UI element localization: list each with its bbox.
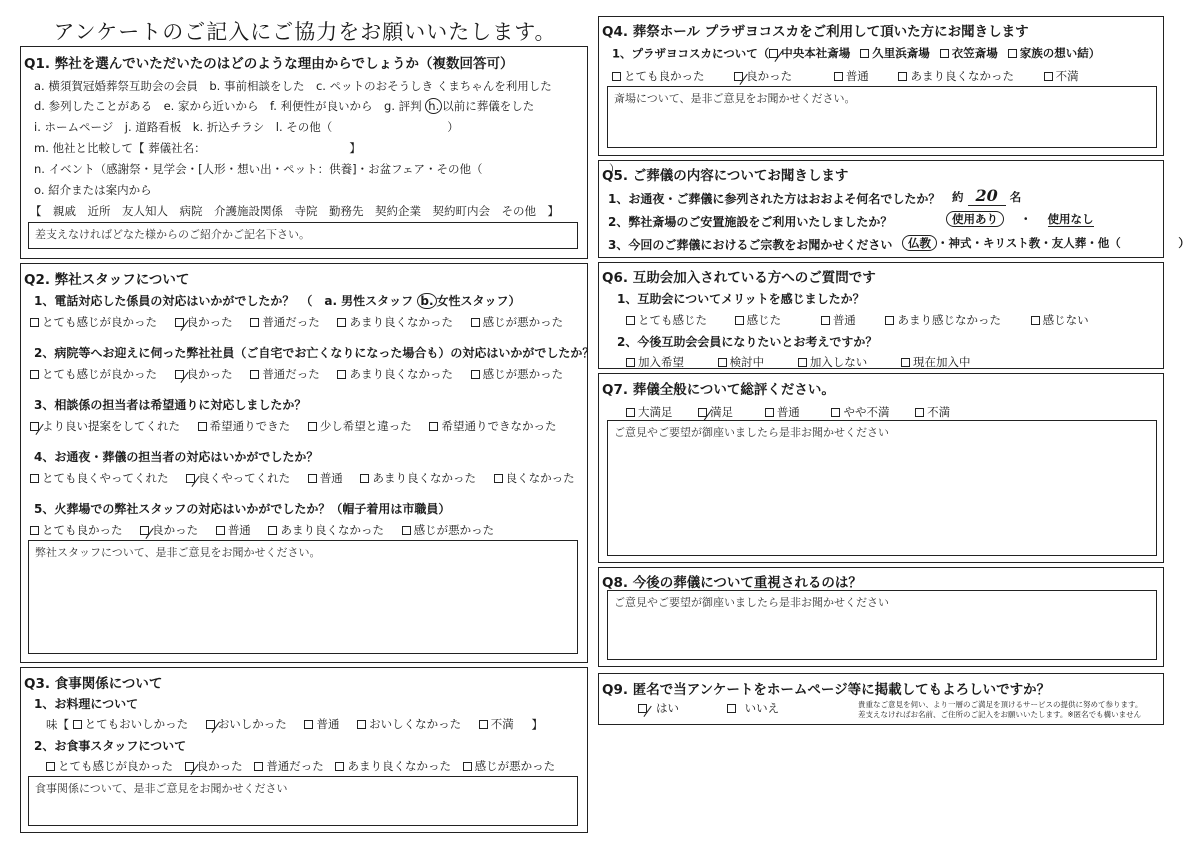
- option[interactable]: 感じが悪かった: [471, 366, 564, 382]
- checkbox[interactable]: [337, 318, 346, 327]
- checkbox[interactable]: [626, 316, 635, 325]
- checkbox-checked[interactable]: [769, 49, 778, 58]
- option[interactable]: 不満: [479, 716, 514, 732]
- option[interactable]: 普通だった: [250, 314, 320, 330]
- q7-comment-field[interactable]: ご意見やご要望が御座いましたら是非お聞かせください: [607, 420, 1157, 556]
- checkbox[interactable]: [335, 762, 344, 771]
- page-title: アンケートのご記入にご協力をお願いいたします。: [53, 20, 557, 44]
- q1-referral-field[interactable]: 差支えなければどなた様からのご紹介かご記名下さい。: [28, 222, 578, 249]
- q2-3-question: 3、相談係の担当者は希望通りに対応しましたか？: [34, 398, 307, 412]
- option[interactable]: 検討中: [718, 354, 765, 370]
- option[interactable]: 普通: [308, 470, 343, 486]
- q3-2-question: 2、お食事スタッフについて: [34, 739, 187, 753]
- q3-2-options: [46, 758, 555, 774]
- checkbox[interactable]: [268, 526, 277, 535]
- checkbox[interactable]: [798, 358, 807, 367]
- q2-5-question: 5、火葬場での弊社スタッフの対応はいかがでしたか？（帽子着用は市職員）: [34, 502, 451, 516]
- q7-options: [626, 404, 964, 420]
- checkbox-checked[interactable]: [175, 318, 184, 327]
- checkbox[interactable]: [337, 370, 346, 379]
- q1-option-line: a. 横須賀冠婚葬祭互助会の会員 b. 事前相談をした c. ペットのおそうしき くまちゃんを利用した: [34, 79, 552, 93]
- q4-options: [612, 68, 1093, 84]
- option[interactable]: あまり良くなかった: [337, 314, 453, 330]
- q2-2-options: [30, 366, 577, 382]
- q7-heading: Q7. 葬儀全般について総評ください。: [602, 382, 835, 398]
- q6-2-question: 2、今後互助会会員になりたいとお考えですか？: [617, 335, 878, 349]
- q2-1-options: [30, 314, 577, 330]
- checkbox[interactable]: [831, 408, 840, 417]
- option[interactable]: 希望通りできなかった: [429, 418, 556, 434]
- option[interactable]: 良かった: [175, 366, 233, 382]
- q5-3-answer: 仏教 ・神式・キリスト教・友人葬・他（ ）: [902, 235, 1190, 251]
- checkbox-checked[interactable]: [30, 422, 39, 431]
- hall-option[interactable]: 久里浜斎場: [860, 45, 930, 61]
- option[interactable]: 良くやってくれた: [186, 470, 290, 486]
- q5-heading: Q5. ご葬儀の内容についてお聞きします: [602, 168, 849, 184]
- option[interactable]: 良かった: [175, 314, 233, 330]
- option[interactable]: 感じが悪かった: [402, 522, 495, 538]
- checkbox[interactable]: [612, 72, 621, 81]
- checkbox[interactable]: [30, 474, 39, 483]
- option[interactable]: 大満足: [626, 404, 673, 420]
- checkbox[interactable]: [901, 358, 910, 367]
- checkbox[interactable]: [308, 474, 317, 483]
- q2-5-options: [30, 522, 508, 538]
- checkbox[interactable]: [30, 526, 39, 535]
- checkbox[interactable]: [494, 474, 503, 483]
- q5-1-answer: 約 20 名: [952, 186, 1022, 205]
- option[interactable]: 普通だった: [250, 366, 320, 382]
- checkbox[interactable]: [304, 720, 313, 729]
- checkbox[interactable]: [250, 370, 259, 379]
- option[interactable]: 感じた: [735, 312, 782, 328]
- option[interactable]: 普通: [834, 68, 869, 84]
- q5-2-answer: 使用あり ・ 使用なし: [946, 211, 1094, 227]
- option-yes[interactable]: はい: [638, 700, 679, 716]
- option[interactable]: より良い提案をしてくれた: [30, 418, 180, 434]
- option-use-no[interactable]: 使用なし: [1047, 212, 1094, 226]
- checkbox-checked[interactable]: [175, 370, 184, 379]
- q9-note-1: 貴重なご意見を伺い、より一層のご満足を頂けるサービスの提供に努めて参ります。: [858, 700, 1143, 709]
- checkbox[interactable]: [402, 526, 411, 535]
- option[interactable]: とても感じが良かった: [46, 758, 173, 774]
- option[interactable]: あまり良くなかった: [337, 366, 453, 382]
- q1-option-line: i. ホームページ j. 道路看板 k. 折込チラシ l. その他（ ）: [34, 120, 459, 134]
- option[interactable]: 少し希望と違った: [308, 418, 412, 434]
- checkbox[interactable]: [885, 316, 894, 325]
- option[interactable]: 普通: [304, 716, 339, 732]
- checkbox[interactable]: [718, 358, 727, 367]
- checkbox[interactable]: [471, 370, 480, 379]
- q1-option-line: n. イベント（感謝祭・見学会・[人形・想い出・ペット：供養]・お盆フェア・その他（ ）: [34, 162, 621, 176]
- q8-comment-field[interactable]: ご意見やご要望が御座いましたら是非お聞かせください: [607, 590, 1157, 660]
- option[interactable]: 感じが悪かった: [471, 314, 564, 330]
- checkbox[interactable]: [360, 474, 369, 483]
- checkbox[interactable]: [73, 720, 82, 729]
- q1-referral-list: 【 親戚 近所 友人知人 病院 介護施設関係 寺院 勤務先 契約企業 契約町内会 その他 】: [30, 204, 559, 218]
- checkbox-checked[interactable]: [698, 408, 707, 417]
- checkbox[interactable]: [471, 318, 480, 327]
- q1-selected-h[interactable]: h.: [425, 98, 442, 114]
- q4-comment-field[interactable]: 斎場について、是非ご意見をお聞かせください。: [607, 86, 1157, 148]
- taste-bracket: 】: [531, 717, 543, 732]
- option[interactable]: 希望通りできた: [198, 418, 291, 434]
- option[interactable]: とても良かった: [612, 68, 705, 84]
- option[interactable]: とても感じが良かった: [30, 366, 157, 382]
- option[interactable]: 加入しない: [798, 354, 868, 370]
- checkbox[interactable]: [308, 422, 317, 431]
- option[interactable]: あまり良くなかった: [335, 758, 451, 774]
- option[interactable]: おいしくなかった: [357, 716, 461, 732]
- q1-option-line: d. 参列したことがある e. 家から近いから f. 利便性が良いから g. 評判 h. 以前に葬儀をした: [34, 99, 535, 113]
- option[interactable]: おいしかった: [206, 716, 287, 732]
- q9-heading: Q9. 匿名で当アンケートをホームページ等に掲載してもよろしいですか？: [602, 682, 1051, 698]
- option[interactable]: 良かった: [734, 68, 792, 84]
- q6-heading: Q6. 互助会加入されている方へのご質問です: [602, 270, 876, 286]
- checkbox[interactable]: [821, 316, 830, 325]
- q4-1-question: 1、プラザヨコスカについて（ 中央本社斎場 久里浜斎場 衣笠斎場 家族の想い結 ）: [612, 46, 1101, 61]
- option[interactable]: 感じが悪かった: [463, 758, 556, 774]
- checkbox[interactable]: [626, 408, 635, 417]
- option[interactable]: 良くなかった: [494, 470, 575, 486]
- option[interactable]: あまり良くなかった: [898, 68, 1014, 84]
- q2-4-question: 4、お通夜・葬儀の担当者の対応はいかがでしたか？: [34, 450, 319, 464]
- q3-1-question: 1、お料理について: [34, 697, 139, 711]
- checkbox[interactable]: [198, 422, 207, 431]
- checkbox[interactable]: [765, 408, 774, 417]
- option[interactable]: 良かった: [140, 522, 198, 538]
- q5-1-question: 1、お通夜・ご葬儀に参列された方はおおよそ何名でしたか？: [608, 192, 941, 206]
- q2-3-options: [30, 418, 570, 434]
- q1-option-line: o. 紹介または案内から: [34, 183, 152, 197]
- checkbox[interactable]: [216, 526, 225, 535]
- option[interactable]: 普通: [821, 312, 856, 328]
- checkbox-checked[interactable]: [186, 474, 195, 483]
- checkbox[interactable]: [834, 72, 843, 81]
- attendee-count[interactable]: 20: [968, 186, 1006, 206]
- hall-option[interactable]: 衣笠斎場: [940, 45, 998, 61]
- religion-buddhism[interactable]: 仏教: [902, 235, 937, 251]
- option[interactable]: あまり良くなかった: [360, 470, 476, 486]
- option[interactable]: 現在加入中: [901, 354, 971, 370]
- checkbox[interactable]: [254, 762, 263, 771]
- q8-heading: Q8. 今後の葬儀について重視されるのは？: [602, 575, 862, 591]
- q2-2-question: 2、病院等へお迎えに伺った弊社社員（ご自宅でお亡くなりになった場合も）の対応はいかがでしたか？: [34, 346, 595, 360]
- option[interactable]: とても良かった: [30, 522, 123, 538]
- checkbox[interactable]: [463, 762, 472, 771]
- q6-1-question: 1、互助会についてメリットを感じましたか？: [617, 292, 865, 306]
- checkbox[interactable]: [1031, 316, 1040, 325]
- checkbox[interactable]: [626, 358, 635, 367]
- q2-4-options: [30, 470, 589, 486]
- q9-options: [638, 700, 793, 716]
- option[interactable]: 普通: [216, 522, 251, 538]
- q2-heading: Q2. 弊社スタッフについて: [24, 272, 190, 288]
- option[interactable]: やや不満: [831, 404, 889, 420]
- checkbox-checked[interactable]: [206, 720, 215, 729]
- option[interactable]: 感じない: [1031, 312, 1089, 328]
- q3-comment-field[interactable]: 食事関係について、是非ご意見をお聞かせください: [28, 776, 578, 826]
- option[interactable]: 良かった: [185, 758, 243, 774]
- option[interactable]: 満足: [698, 404, 733, 420]
- checkbox[interactable]: [479, 720, 488, 729]
- hall-option[interactable]: 家族の想い結: [1008, 45, 1089, 61]
- checkbox[interactable]: [429, 422, 438, 431]
- checkbox[interactable]: [30, 318, 39, 327]
- q2-comment-field[interactable]: 弊社スタッフについて、是非ご意見をお聞かせください。: [28, 540, 578, 654]
- option-use-yes[interactable]: 使用あり: [946, 211, 1004, 227]
- q5-3-question: 3、今回のご葬儀におけるご宗教をお聞かせください: [608, 238, 893, 252]
- option[interactable]: あまり感じなかった: [885, 312, 1001, 328]
- checkbox[interactable]: [1044, 72, 1053, 81]
- option[interactable]: 不満: [1044, 68, 1079, 84]
- q9-note-2: 差支えなければお名前、ご住所のご記入をお願いいたします。※匿名でも構いません: [858, 710, 1142, 719]
- checkbox[interactable]: [727, 704, 736, 713]
- option[interactable]: とても良くやってくれた: [30, 470, 169, 486]
- option[interactable]: とても感じた: [626, 312, 707, 328]
- option[interactable]: とてもおいしかった: [73, 716, 189, 732]
- checkbox[interactable]: [1008, 49, 1017, 58]
- q2-1-selected-b[interactable]: b.: [417, 293, 436, 309]
- option[interactable]: 加入希望: [626, 354, 684, 370]
- checkbox[interactable]: [860, 49, 869, 58]
- checkbox[interactable]: [735, 316, 744, 325]
- taste-label: 味【: [46, 717, 69, 732]
- q1-option-line: m. 他社と比較して【 葬儀社名： 】: [34, 141, 361, 155]
- q1-heading: Q1. 弊社を選んでいただいたのはどのような理由からでしょうか（複数回答可）: [24, 56, 514, 72]
- option[interactable]: 不満: [915, 404, 950, 420]
- q5-2-question: 2、弊社斎場のご安置施設をご利用いたしましたか？: [608, 215, 893, 229]
- checkbox[interactable]: [46, 762, 55, 771]
- option[interactable]: 普通だった: [254, 758, 324, 774]
- checkbox[interactable]: [898, 72, 907, 81]
- checkbox-checked[interactable]: [734, 72, 743, 81]
- option-no[interactable]: いいえ: [727, 700, 780, 716]
- checkbox[interactable]: [30, 370, 39, 379]
- checkbox[interactable]: [915, 408, 924, 417]
- option[interactable]: とても感じが良かった: [30, 314, 157, 330]
- q3-1-options: [46, 716, 543, 733]
- q3-heading: Q3. 食事関係について: [24, 676, 163, 692]
- checkbox[interactable]: [357, 720, 366, 729]
- checkbox[interactable]: [940, 49, 949, 58]
- option[interactable]: 普通: [765, 404, 800, 420]
- q6-2-options: [626, 354, 984, 370]
- q4-heading: Q4. 葬祭ホール プラザヨコスカをご利用して頂いた方にお聞きします: [602, 24, 1029, 40]
- checkbox-checked[interactable]: [140, 526, 149, 535]
- checkbox-checked[interactable]: [185, 762, 194, 771]
- hall-option[interactable]: 中央本社斎場: [769, 45, 850, 61]
- option[interactable]: あまり良くなかった: [268, 522, 384, 538]
- checkbox[interactable]: [250, 318, 259, 327]
- checkbox-checked[interactable]: [638, 704, 647, 713]
- q2-1-question: 1、電話対応した係員の対応はいかがでしたか？ （ a. 男性スタッフ b. 女性スタッフ）: [34, 294, 521, 308]
- q6-1-options: [626, 312, 1103, 328]
